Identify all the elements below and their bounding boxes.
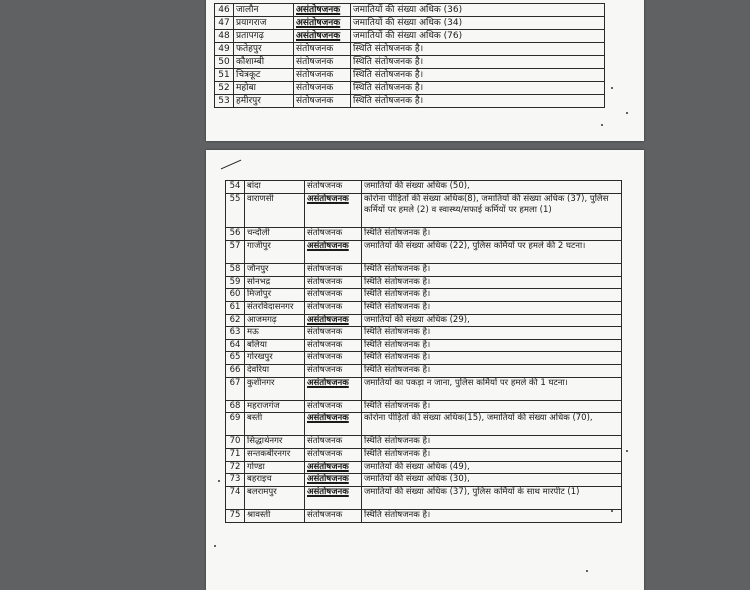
remark-cell: स्थिति संतोषजनक है। — [362, 264, 622, 277]
district-name: चित्रकूट — [234, 69, 294, 82]
status-cell: संतोषजनक — [305, 339, 362, 352]
remark-cell: जमातियों की संख्या अधिक (50), — [362, 181, 622, 194]
remark-cell: जमातियों का पकड़ा न जाना, पुलिस कर्मियों पर हमले की 1 घटना। — [362, 377, 622, 400]
status-cell: असंतोषजनक — [305, 193, 362, 228]
scan-speck — [601, 124, 603, 126]
table-row — [215, 69, 605, 82]
serial-number: 47 — [215, 17, 234, 30]
status-cell: असंतोषजनक — [305, 413, 362, 436]
table-row — [215, 17, 605, 30]
district-name: प्रतापगढ़ — [234, 30, 294, 43]
district-name: मऊ — [245, 327, 305, 340]
status-cell: संतोषजनक — [294, 43, 351, 56]
district-name: बांदा — [245, 181, 305, 194]
table-row — [226, 276, 622, 289]
table-row — [226, 510, 622, 523]
district-name: बलरामपुर — [245, 486, 305, 509]
serial-number: 65 — [226, 352, 245, 365]
status-cell: संतोषजनक — [305, 436, 362, 449]
district-name: महोबा — [234, 82, 294, 95]
serial-number: 72 — [226, 461, 245, 474]
remark-cell: जमातियों की संख्या अधिक (29), — [362, 314, 622, 327]
remark-cell: जमातियों की संख्या अधिक (30), — [362, 474, 622, 487]
pen-mark — [221, 160, 242, 170]
serial-number: 56 — [226, 228, 245, 241]
table-row — [226, 352, 622, 365]
status-cell: असंतोषजनक — [294, 30, 351, 43]
serial-number: 68 — [226, 400, 245, 413]
table-row — [226, 301, 622, 314]
status-cell: असंतोषजनक — [305, 486, 362, 509]
status-cell: संतोषजनक — [294, 95, 351, 108]
status-cell: संतोषजनक — [294, 82, 351, 95]
table-row — [226, 339, 622, 352]
remark-cell: कोरोना पीड़ितों की संख्या अधिक(8), जमातियों की संख्या अधिक (37), पुलिस कर्मियों पर हमले (2) व स्वास्थ्य/सफाई कर्मियों पर हमला (1) — [362, 193, 622, 228]
remark-cell: स्थिति संतोषजनक है। — [362, 400, 622, 413]
district-name: आजमगढ़ — [245, 314, 305, 327]
remark-cell: स्थिति संतोषजनक है। — [362, 276, 622, 289]
district-name: बलिया — [245, 339, 305, 352]
status-cell: असंतोषजनक — [294, 17, 351, 30]
table-row — [226, 228, 622, 241]
table-row — [215, 82, 605, 95]
serial-number: 58 — [226, 264, 245, 277]
serial-number: 63 — [226, 327, 245, 340]
serial-number: 69 — [226, 413, 245, 436]
serial-number: 51 — [215, 69, 234, 82]
remark-cell: स्थिति संतोषजनक है। — [362, 327, 622, 340]
status-cell: संतोषजनक — [305, 449, 362, 462]
district-name: कौशाम्बी — [234, 56, 294, 69]
district-name: कुशीनगर — [245, 377, 305, 400]
table-row — [226, 327, 622, 340]
district-status-table-top — [214, 3, 605, 108]
district-name: मिर्जापुर — [245, 289, 305, 302]
serial-number: 49 — [215, 43, 234, 56]
remark-cell: स्थिति संतोषजनक है। — [351, 69, 605, 82]
serial-number: 46 — [215, 4, 234, 17]
serial-number: 67 — [226, 377, 245, 400]
remark-cell: स्थिति संतोषजनक है। — [362, 301, 622, 314]
serial-number: 54 — [226, 181, 245, 194]
table-row — [226, 364, 622, 377]
status-cell: असंतोषजनक — [305, 314, 362, 327]
remark-cell: जमातियों की संख्या अधिक (76) — [351, 30, 605, 43]
table-row — [226, 449, 622, 462]
serial-number: 73 — [226, 474, 245, 487]
status-cell: असंतोषजनक — [305, 461, 362, 474]
remark-cell: स्थिति संतोषजनक है। — [362, 364, 622, 377]
status-cell: संतोषजनक — [305, 400, 362, 413]
status-cell: असंतोषजनक — [294, 4, 351, 17]
district-name: सन्तकबीरनगर — [245, 449, 305, 462]
district-name: बस्ती — [245, 413, 305, 436]
status-cell: असंतोषजनक — [305, 377, 362, 400]
scan-speck — [626, 450, 628, 452]
status-cell: संतोषजनक — [305, 276, 362, 289]
table-row — [226, 181, 622, 194]
district-name: सिद्धार्थनगर — [245, 436, 305, 449]
serial-number: 62 — [226, 314, 245, 327]
status-cell: असंतोषजनक — [305, 240, 362, 263]
district-name: देवरिया — [245, 364, 305, 377]
district-status-table — [225, 180, 622, 523]
district-name: महराजगंज — [245, 400, 305, 413]
status-cell: संतोषजनक — [305, 301, 362, 314]
status-cell: संतोषजनक — [305, 364, 362, 377]
status-cell: संतोषजनक — [305, 289, 362, 302]
remark-cell: स्थिति संतोषजनक है। — [362, 289, 622, 302]
table-row — [226, 400, 622, 413]
remark-cell: जमातियों की संख्या अधिक (22), पुलिस कर्मियों पर हमले की 2 घटना। — [362, 240, 622, 263]
status-cell: संतोषजनक — [305, 181, 362, 194]
table-row — [226, 413, 622, 436]
table-row — [226, 436, 622, 449]
scan-speck — [626, 112, 628, 114]
document-page-2 — [206, 150, 644, 590]
table-row — [226, 193, 622, 228]
district-name: श्रावस्ती — [245, 510, 305, 523]
serial-number: 57 — [226, 240, 245, 263]
district-name: गोरखपुर — [245, 352, 305, 365]
table-row — [226, 474, 622, 487]
district-name: जौनपुर — [245, 264, 305, 277]
table-row — [215, 56, 605, 69]
serial-number: 60 — [226, 289, 245, 302]
remark-cell: स्थिति संतोषजनक है। — [362, 339, 622, 352]
district-name: हमीरपुर — [234, 95, 294, 108]
serial-number: 71 — [226, 449, 245, 462]
remark-cell: स्थिति संतोषजनक है। — [362, 352, 622, 365]
remark-cell: स्थिति संतोषजनक है। — [351, 95, 605, 108]
table-row — [226, 461, 622, 474]
table-row — [215, 95, 605, 108]
district-name: बहराइच — [245, 474, 305, 487]
scan-speck — [586, 570, 588, 572]
table-row — [226, 264, 622, 277]
status-cell: संतोषजनक — [294, 56, 351, 69]
serial-number: 52 — [215, 82, 234, 95]
serial-number: 53 — [215, 95, 234, 108]
remark-cell: स्थिति संतोषजनक है। — [351, 82, 605, 95]
remark-cell: स्थिति संतोषजनक है। — [351, 43, 605, 56]
remark-cell: स्थिति संतोषजनक है। — [362, 449, 622, 462]
district-name: चन्दौली — [245, 228, 305, 241]
status-cell: संतोषजनक — [305, 327, 362, 340]
serial-number: 50 — [215, 56, 234, 69]
table-row — [226, 377, 622, 400]
remark-cell: स्थिति संतोषजनक है। — [362, 510, 622, 523]
serial-number: 66 — [226, 364, 245, 377]
serial-number: 48 — [215, 30, 234, 43]
district-name: प्रयागराज — [234, 17, 294, 30]
table-row — [215, 4, 605, 17]
district-name: गाजीपुर — [245, 240, 305, 263]
serial-number: 55 — [226, 193, 245, 228]
status-cell: संतोषजनक — [305, 510, 362, 523]
remark-cell: जमातियों की संख्या अधिक (37), पुलिस कर्मियों के साथ मारपीट (1) — [362, 486, 622, 509]
table-row — [226, 486, 622, 509]
scan-speck — [214, 545, 216, 547]
table-row — [215, 30, 605, 43]
scan-speck — [611, 87, 613, 89]
scan-speck — [611, 510, 613, 512]
table-row — [226, 240, 622, 263]
status-cell: संतोषजनक — [305, 264, 362, 277]
district-name: सोनभद्र — [245, 276, 305, 289]
remark-cell: जमातियों की संख्या अधिक (36) — [351, 4, 605, 17]
serial-number: 74 — [226, 486, 245, 509]
status-cell: असंतोषजनक — [305, 474, 362, 487]
district-name: फतेहपुर — [234, 43, 294, 56]
serial-number: 75 — [226, 510, 245, 523]
district-name: गोण्डा — [245, 461, 305, 474]
district-name: संतरविदासनगर — [245, 301, 305, 314]
table-row — [226, 314, 622, 327]
serial-number: 61 — [226, 301, 245, 314]
remark-cell: स्थिति संतोषजनक है। — [351, 56, 605, 69]
serial-number: 59 — [226, 276, 245, 289]
remark-cell: जमातियों की संख्या अधिक (49), — [362, 461, 622, 474]
table-row — [215, 43, 605, 56]
status-cell: संतोषजनक — [305, 228, 362, 241]
table-row — [226, 289, 622, 302]
district-name: वाराणसी — [245, 193, 305, 228]
status-cell: संतोषजनक — [294, 69, 351, 82]
remark-cell: कोरोना पीड़ितों की संख्या अधिक(15), जमातियों की संख्या अधिक (70), — [362, 413, 622, 436]
scan-speck — [218, 480, 220, 482]
remark-cell: जमातियों की संख्या अधिक (34) — [351, 17, 605, 30]
document-page-1 — [206, 0, 644, 141]
serial-number: 64 — [226, 339, 245, 352]
serial-number: 70 — [226, 436, 245, 449]
remark-cell: स्थिति संतोषजनक है। — [362, 228, 622, 241]
remark-cell: स्थिति संतोषजनक है। — [362, 436, 622, 449]
district-name: जालौन — [234, 4, 294, 17]
status-cell: संतोषजनक — [305, 352, 362, 365]
